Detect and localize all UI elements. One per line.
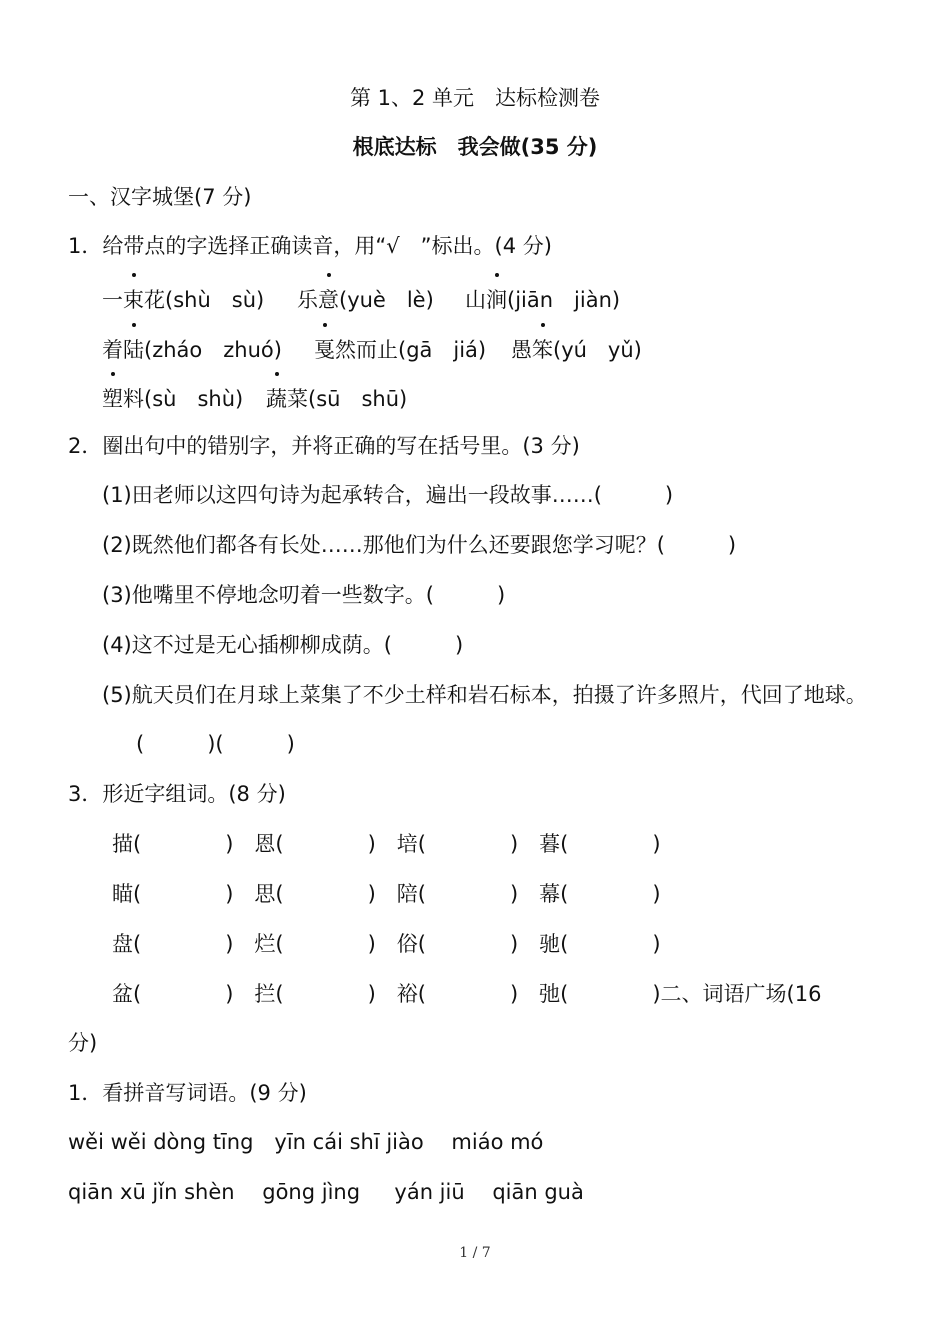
part1-heading: 一、汉字城堡(7 分): [68, 185, 252, 209]
q2-item: (5)航天员们在月球上菜集了不少土样和岩石标本，拍摄了许多照片，代回了地球。: [102, 683, 867, 707]
q3-row: 瞄( ) 思( ) 陪( ) 幕( ): [112, 882, 661, 906]
q3-wrap: 分): [68, 1031, 98, 1055]
q1-option: 乐意(yuè lè): [297, 288, 434, 312]
pinyin-row: wěi wěi dòng tīng yīn cái shī jiào miáo mó: [68, 1130, 544, 1154]
q1-option: 着陆(zháo zhuó): [102, 338, 282, 362]
q2-stem: 2．圈出句中的错别字，并将正确的写在括号里。(3 分): [68, 434, 580, 458]
q2-item5-brackets: ( )( ): [136, 732, 295, 756]
q1-option: 戛然而止(gā jiá): [314, 338, 487, 362]
page-number: 1 / 7: [459, 1245, 491, 1261]
q2-item: (3)他嘴里不停地念叨着一些数字。( ): [102, 583, 506, 607]
q1-option: 愚笨(yú yǔ): [511, 338, 642, 362]
q3-row: 描( ) 恩( ) 培( ) 暮( ): [112, 832, 661, 856]
q1-option: 山涧(jiān jiàn): [465, 288, 621, 312]
pinyin-row: qiān xū jǐn shèn gōng jìng yán jiū qiān guà: [68, 1180, 584, 1204]
q2-item: (2)既然他们都各有长处……那他们为什么还要跟您学习呢？( ): [102, 533, 737, 557]
document-title: 第 1、2 单元 达标检测卷: [349, 86, 601, 110]
q2-item: (4)这不过是无心插柳柳成荫。( ): [102, 633, 464, 657]
q3-stem: 3．形近字组词。(8 分): [68, 782, 286, 806]
part2-q1-stem: 1．看拼音写词语。(9 分): [68, 1081, 307, 1105]
q3-row: 盆( ) 拦( ) 裕( ) 弛( )二、词语广场(16: [112, 982, 822, 1006]
section-title: 根底达标 我会做(35 分): [352, 135, 598, 159]
q1-option: 塑料(sù shù): [102, 387, 244, 411]
q1-stem: 1．给带点的字选择正确读音，用“√ ”标出。(4 分): [68, 234, 552, 258]
q2-item: (1)田老师以这四句诗为起承转合，遍出一段故事……( ): [102, 483, 674, 507]
q1-option: 一束花(shù sù): [102, 288, 265, 312]
q1-option: 蔬菜(sū shū): [266, 387, 408, 411]
q3-row: 盘( ) 烂( ) 俗( ) 驰( ): [112, 932, 661, 956]
